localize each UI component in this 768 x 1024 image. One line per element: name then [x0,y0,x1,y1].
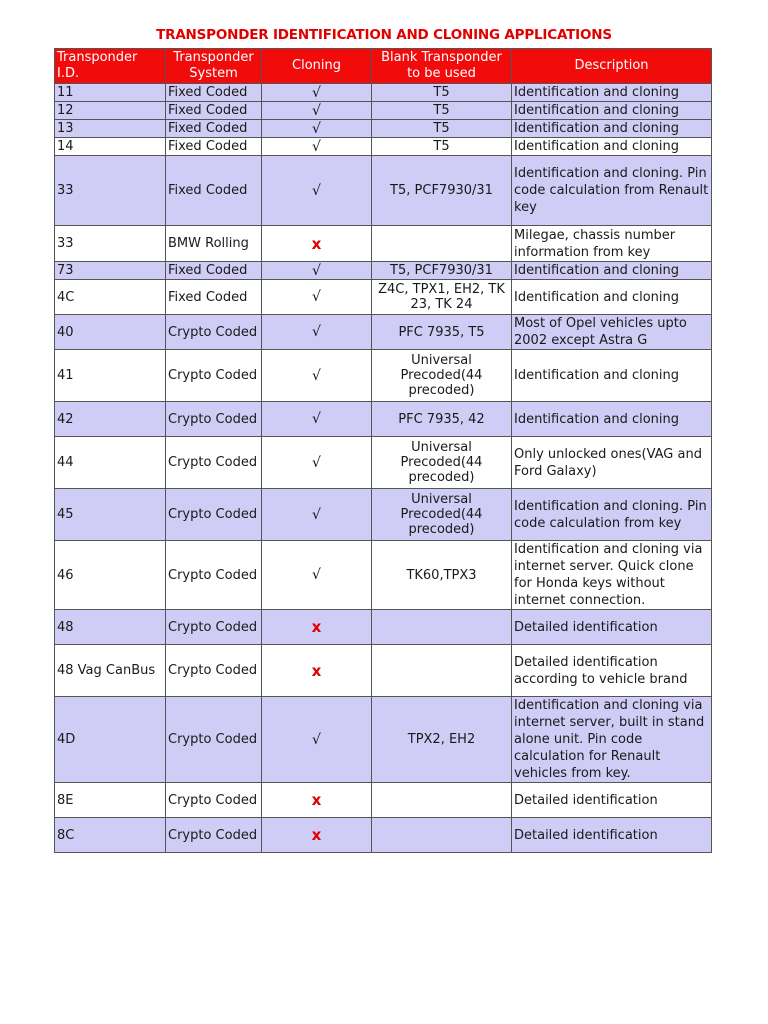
page-title: TRANSPONDER IDENTIFICATION AND CLONING APPLICATIONS [156,27,612,43]
check-mark-icon: √ [312,120,321,137]
cell-blank-transponder [372,783,512,818]
cell-transponder-id: 40 [55,315,166,350]
cell-description: Detailed identification [512,818,712,853]
cell-transponder-system: Fixed Coded [166,102,262,120]
cell-transponder-id: 14 [55,138,166,156]
cell-transponder-id: 33 [55,156,166,226]
cell-cloning [262,610,372,645]
cell-description: Milegae, chassis number information from key [512,226,712,262]
cross-mark-icon: x [311,791,322,809]
cell-cloning [262,120,372,138]
cell-blank-transponder: PFC 7935, 42 [372,402,512,437]
cell-transponder-id: 4C [55,280,166,315]
cell-transponder-id: 4D [55,697,166,783]
cell-transponder-system: BMW Rolling [166,226,262,262]
cell-transponder-id: 73 [55,262,166,280]
cell-cloning [262,226,372,262]
cell-cloning [262,818,372,853]
cross-mark-icon: x [311,661,322,680]
cell-blank-transponder: Universal Precoded(44 precoded) [372,489,512,541]
cell-cloning [262,102,372,120]
cell-blank-transponder: Universal Precoded(44 precoded) [372,350,512,402]
cell-blank-transponder: T5 [372,138,512,156]
cell-transponder-system: Fixed Coded [166,280,262,315]
check-mark-icon: √ [312,567,321,583]
cell-blank-transponder: TK60,TPX3 [372,541,512,610]
check-mark-icon: √ [312,102,321,119]
cell-transponder-system: Crypto Coded [166,541,262,610]
cell-transponder-id: 8C [55,818,166,853]
cell-transponder-system: Crypto Coded [166,402,262,437]
header-transponder-id: Transponder I.D. [55,49,166,84]
cell-transponder-id: 33 [55,226,166,262]
cell-blank-transponder: Z4C, TPX1, EH2, TK 23, TK 24 [372,280,512,315]
cell-transponder-system: Crypto Coded [166,697,262,783]
cell-transponder-id: 48 Vag CanBus [55,645,166,697]
cell-transponder-system: Fixed Coded [166,138,262,156]
cell-transponder-system: Crypto Coded [166,645,262,697]
check-mark-icon: √ [312,84,321,101]
cell-description: Identification and cloning via internet server. Quick clone for Honda keys without internet connection. [512,541,712,610]
cell-transponder-id: 42 [55,402,166,437]
table-row [55,489,712,541]
cell-description: Detailed identification [512,610,712,645]
cell-description: Identification and cloning [512,350,712,402]
cell-transponder-system: Crypto Coded [166,610,262,645]
cell-blank-transponder [372,226,512,262]
cell-cloning [262,437,372,489]
table-row [55,697,712,783]
check-mark-icon: √ [312,411,321,427]
table-row [55,262,712,280]
cell-transponder-id: 48 [55,610,166,645]
header-cloning: Cloning [262,49,372,84]
table-row [55,783,712,818]
cell-blank-transponder: T5 [372,120,512,138]
cell-blank-transponder: T5, PCF7930/31 [372,156,512,226]
table-row [55,315,712,350]
check-mark-icon: √ [312,289,321,305]
check-mark-icon: √ [312,262,321,279]
cell-blank-transponder: TPX2, EH2 [372,697,512,783]
table-row [55,541,712,610]
cross-mark-icon: x [311,234,322,253]
table-row [55,610,712,645]
cell-description: Identification and cloning. Pin code calculation from Renault key [512,156,712,226]
cell-transponder-system: Fixed Coded [166,262,262,280]
table-row [55,226,712,262]
cell-description: Most of Opel vehicles upto 2002 except Astra G [512,315,712,350]
cell-cloning [262,138,372,156]
cell-cloning [262,697,372,783]
cell-cloning [262,541,372,610]
check-mark-icon: √ [312,138,321,155]
check-mark-icon: √ [312,367,321,384]
cell-description: Identification and cloning. Pin code calculation from key [512,489,712,541]
cell-cloning [262,350,372,402]
cell-description: Identification and cloning [512,120,712,138]
header-transponder-system: Transponder System [166,49,262,84]
check-mark-icon: √ [312,506,321,523]
cell-cloning [262,280,372,315]
header-blank-transponder: Blank Transponder to be used [372,49,512,84]
cell-transponder-id: 44 [55,437,166,489]
cell-transponder-system: Fixed Coded [166,84,262,102]
table-body [55,84,712,853]
table-row [55,280,712,315]
cell-transponder-system: Crypto Coded [166,489,262,541]
table-row [55,350,712,402]
table-row [55,102,712,120]
cell-description: Identification and cloning [512,84,712,102]
table-row [55,645,712,697]
cell-transponder-system: Fixed Coded [166,120,262,138]
cell-blank-transponder [372,645,512,697]
cell-blank-transponder: PFC 7935, T5 [372,315,512,350]
table-row [55,437,712,489]
cell-blank-transponder [372,818,512,853]
cell-cloning [262,645,372,697]
cell-blank-transponder [372,610,512,645]
cell-transponder-system: Crypto Coded [166,350,262,402]
check-mark-icon: √ [312,731,321,748]
table-row [55,818,712,853]
header-row [55,49,712,84]
cell-transponder-system: Crypto Coded [166,437,262,489]
cell-transponder-id: 11 [55,84,166,102]
cell-description: Identification and cloning [512,102,712,120]
check-mark-icon: √ [312,324,321,340]
cell-blank-transponder: T5 [372,102,512,120]
table-row [55,402,712,437]
cell-cloning [262,783,372,818]
cell-cloning [262,489,372,541]
cross-mark-icon: x [311,618,322,636]
cell-description: Identification and cloning [512,138,712,156]
cell-blank-transponder: Universal Precoded(44 precoded) [372,437,512,489]
cell-transponder-id: 12 [55,102,166,120]
cell-transponder-id: 8E [55,783,166,818]
cell-description: Only unlocked ones(VAG and Ford Galaxy) [512,437,712,489]
cell-cloning [262,402,372,437]
cell-blank-transponder: T5 [372,84,512,102]
cross-mark-icon: x [311,826,322,844]
cell-transponder-id: 41 [55,350,166,402]
cell-transponder-system: Crypto Coded [166,818,262,853]
table-row [55,120,712,138]
cell-cloning [262,262,372,280]
cell-cloning [262,84,372,102]
cell-blank-transponder: T5, PCF7930/31 [372,262,512,280]
table-row [55,138,712,156]
transponder-table [54,48,712,853]
cell-cloning [262,156,372,226]
cell-description: Identification and cloning via internet server, built in stand alone unit. Pin code calculation for Renault vehicles from key. [512,697,712,783]
check-mark-icon: √ [312,182,321,199]
cell-description: Identification and cloning [512,402,712,437]
cell-transponder-id: 45 [55,489,166,541]
cell-cloning [262,315,372,350]
cell-description: Detailed identification [512,783,712,818]
table-row [55,84,712,102]
check-mark-icon: √ [312,454,321,471]
cell-description: Identification and cloning [512,280,712,315]
cell-transponder-system: Crypto Coded [166,315,262,350]
table-row [55,156,712,226]
cell-transponder-id: 46 [55,541,166,610]
cell-description: Detailed identification according to vehicle brand [512,645,712,697]
header-description: Description [512,49,712,84]
cell-transponder-system: Fixed Coded [166,156,262,226]
cell-transponder-system: Crypto Coded [166,783,262,818]
cell-transponder-id: 13 [55,120,166,138]
cell-description: Identification and cloning [512,262,712,280]
